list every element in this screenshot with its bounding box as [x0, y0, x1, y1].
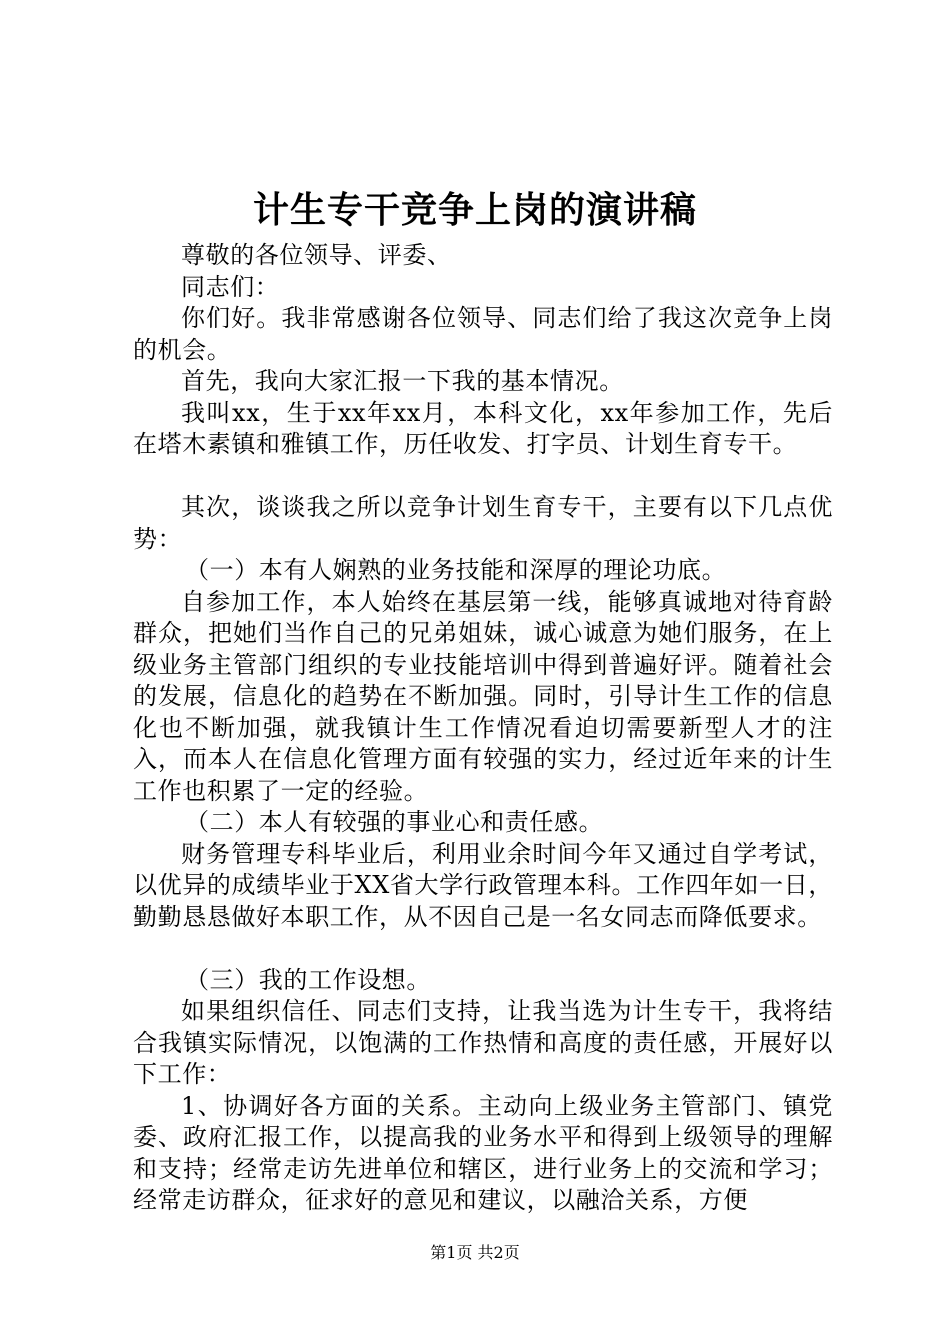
salutation-line-1: 尊敬的各位领导、评委、	[181, 241, 452, 269]
salutation-line-2: 同志们：	[181, 272, 280, 301]
document-title: 计生专干竞争上岗的演讲稿	[252, 189, 697, 231]
advantages-intro-paragraph: 其次，谈谈我之所以竞争计划生育专干，主要有以下几点优势：	[133, 493, 833, 553]
section-heading-2: （二）本人有较强的事业心和责任感。	[185, 808, 604, 836]
greeting-paragraph: 你们好。我非常感谢各位领导、同志们给了我这次竞争上岗的机会。	[133, 304, 833, 364]
intro-paragraph: 首先，我向大家汇报一下我的基本情况。	[181, 367, 624, 395]
section-heading-3: （三）我的工作设想。	[185, 965, 431, 994]
page-footer: 第1页 共2页	[430, 1243, 520, 1262]
section-3-paragraph: 如果组织信任、同志们支持，让我当选为计生专干，我将结合我镇实际情况，以饱满的工作热情和高度的责任感，开展好以下工作：	[133, 997, 833, 1088]
section-1-paragraph: 自参加工作，本人始终在基层第一线，能够真诚地对待育龄群众，把她们当作自己的兄弟姐妹，诚心诚意为她们服务，在上级业务主管部门组织的专业技能培训中得到普遍好评。随着社会的发展，信息化的趋势在不断加强。同时，引导计生工作的信息化也不断加强，就我镇计生工作情况看迫切需要新型人才的注入，而本人在信息化管理方面有较强的实力，经过近年来的计生工作也积累了一定的经验。	[133, 587, 833, 805]
section-heading-1: （一）本有人娴熟的业务技能和深厚的理论功底。	[185, 556, 727, 584]
work-item-1-paragraph: 1、协调好各方面的关系。主动向上级业务主管部门、镇党委、政府汇报工作，以提高我的业务水平和得到上级领导的理解和支持；经常走访先进单位和辖区，进行业务上的交流和学习；经常走访群众，征求好的意见和建议，以融洽关系，方便	[133, 1091, 833, 1214]
basic-info-paragraph: 我叫xx，生于xx年xx月，本科文化，xx年参加工作，先后在塔木素镇和雅镇工作，历任收发、打字员、计划生育专干。	[133, 398, 833, 458]
section-2-paragraph: 财务管理专科毕业后，利用业余时间今年又通过自学考试，以优异的成绩毕业于XX省大学行政管理本科。工作四年如一日，勤勤恳恳做好本职工作，从不因自己是一名女同志而降低要求。	[133, 839, 833, 931]
document-body	[133, 240, 833, 1217]
